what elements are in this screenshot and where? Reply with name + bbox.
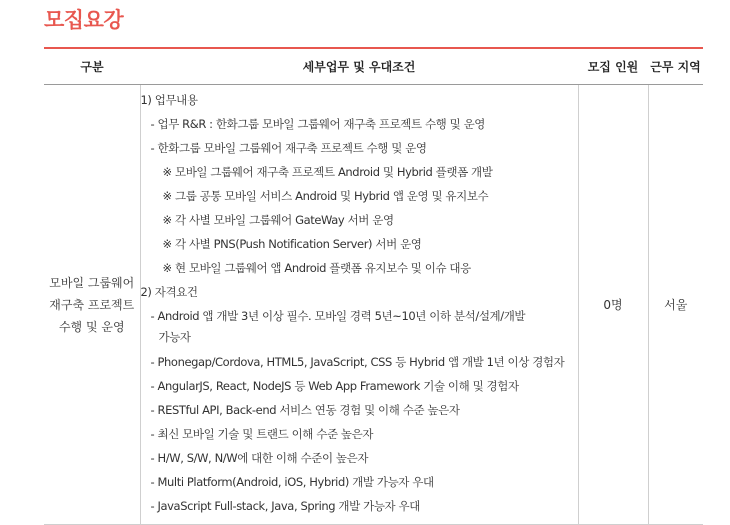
note-item: ※ 각 사별 PNS(Push Notification Server) 서버 운영 xyxy=(162,237,422,251)
header-details: 세부업무 및 우대조건 xyxy=(140,49,578,85)
note-item: ※ 현 모바일 그룹웨어 앱 Android 플랫폼 유지보수 및 이슈 대응 xyxy=(162,261,471,275)
category-line: 재구축 프로젝트 xyxy=(49,297,135,312)
list-item: - JavaScript Full-stack, Java, Spring 개발 가능자 우대 xyxy=(150,499,420,513)
section-heading: 2) 자격요건 xyxy=(140,285,198,299)
header-category: 구분 xyxy=(44,49,140,85)
note-item: ※ 모바일 그룹웨어 재구축 프로젝트 Android 및 Hybrid 플랫폼 개발 xyxy=(162,165,493,179)
list-item: - AngularJS, React, NodeJS 등 Web App Framework 기술 이해 및 경험자 xyxy=(150,379,519,393)
location-cell: 서울 xyxy=(648,85,703,525)
list-item: - 업무 R&R : 한화그룹 모바일 그룹웨어 재구축 프로젝트 수행 및 운영 xyxy=(150,117,486,131)
category-cell xyxy=(44,85,140,525)
note-item: ※ 그룹 공통 모바일 서비스 Android 및 Hybrid 앱 운영 및 유지보수 xyxy=(162,189,489,203)
list-item: - Android 앱 개발 3년 이상 필수. 모바일 경력 5년~10년 이하 분석/설계/개발 xyxy=(150,309,526,323)
headcount-cell: 0명 xyxy=(578,85,648,525)
list-item: - 최신 모바일 기술 및 트랜드 이해 수준 높은자 xyxy=(150,427,374,441)
section-title: 모집요강 xyxy=(44,8,124,32)
list-item: - H/W, S/W, N/W에 대한 이해 수준이 높은자 xyxy=(150,451,369,465)
list-item: - Multi Platform(Android, iOS, Hybrid) 개발 가능자 우대 xyxy=(150,475,434,489)
category-line: 모바일 그룹웨어 xyxy=(49,275,135,290)
recruitment-table xyxy=(44,47,703,525)
list-item-continuation: 가능자 xyxy=(158,330,191,344)
details-cell xyxy=(140,85,578,525)
table-row xyxy=(44,85,703,525)
section-heading: 1) 업무내용 xyxy=(140,93,198,107)
list-item: - RESTful API, Back-end 서비스 연동 경험 및 이해 수준 높은자 xyxy=(150,403,460,417)
note-item: ※ 각 사별 모바일 그룹웨어 GateWay 서버 운영 xyxy=(162,213,394,227)
header-location: 근무 지역 xyxy=(648,49,703,85)
list-item: - Phonegap/Cordova, HTML5, JavaScript, CSS 등 Hybrid 앱 개발 1년 이상 경험자 xyxy=(150,355,565,369)
table-header-row xyxy=(44,49,703,85)
category-line: 수행 및 운영 xyxy=(58,319,125,334)
list-item: - 한화그룹 모바일 그룹웨어 재구축 프로젝트 수행 및 운영 xyxy=(150,141,427,155)
header-headcount: 모집 인원 xyxy=(578,49,648,85)
